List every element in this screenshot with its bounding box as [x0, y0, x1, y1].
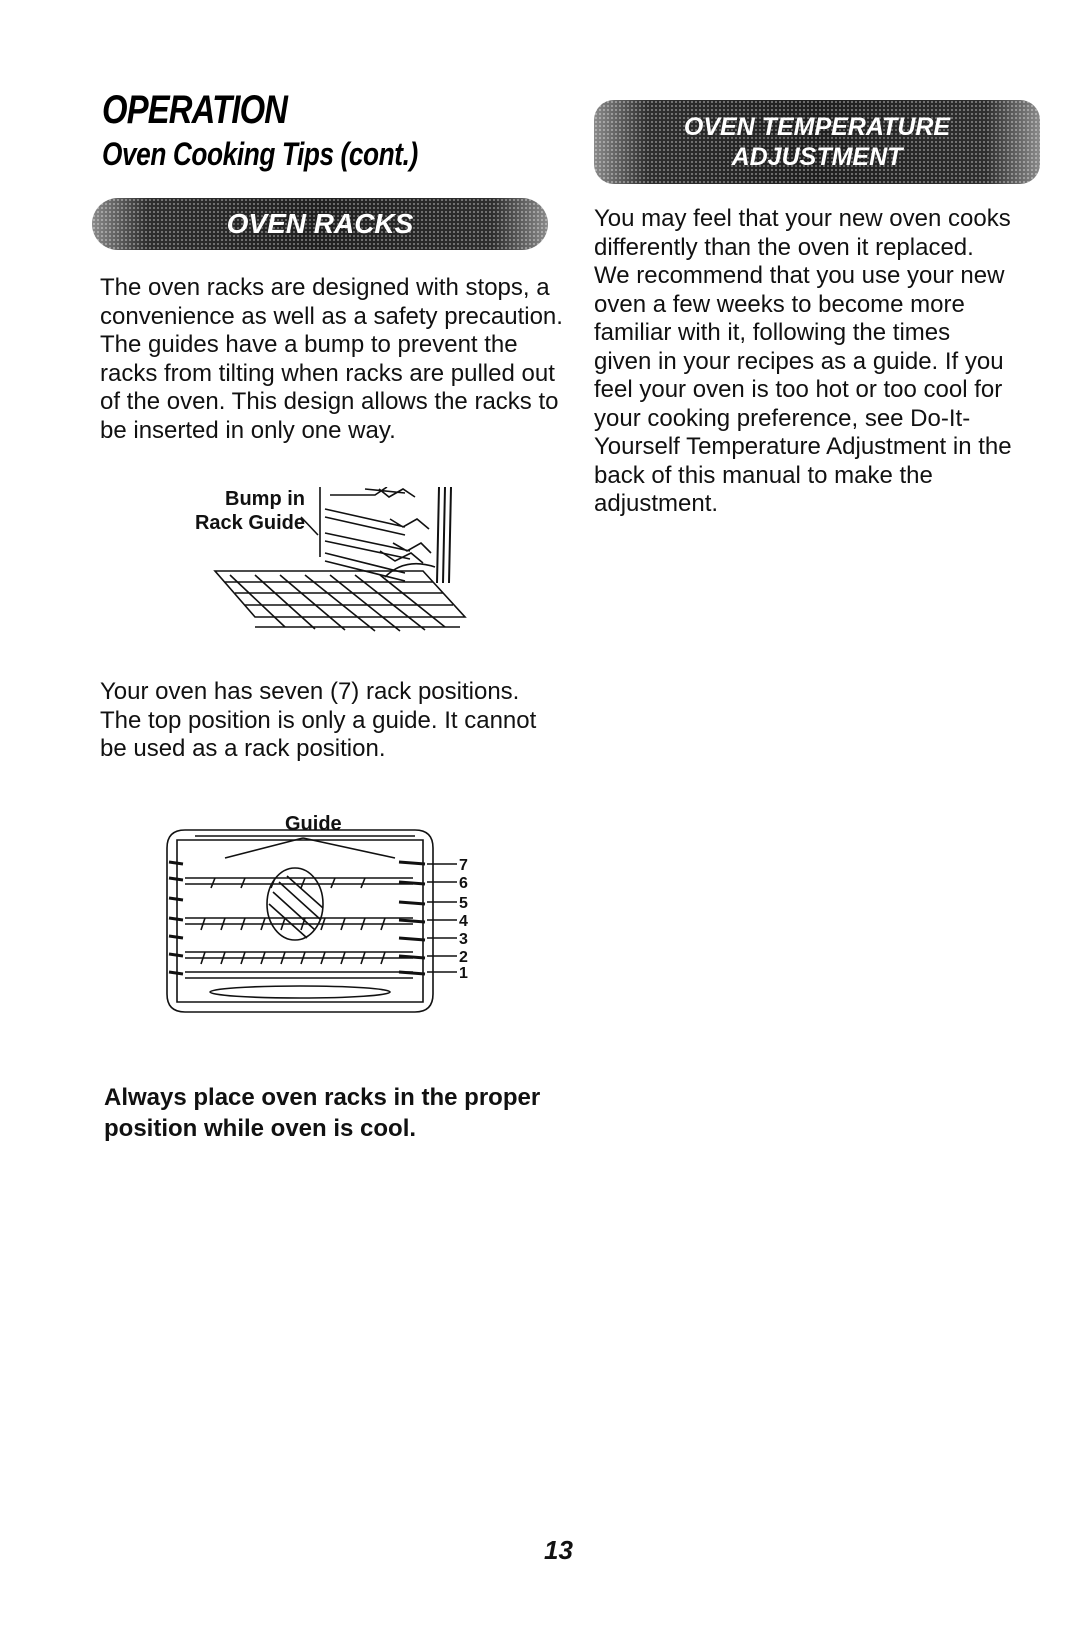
rack-position-warning: Always place oven racks in the proper position while oven is cool.: [104, 1084, 541, 1142]
rack-guide-figure: [175, 487, 495, 672]
section-subtitle: Oven Cooking Tips (cont.): [102, 136, 418, 172]
rack-position-number: 7: [459, 857, 468, 874]
bump-label-line1: Bump in: [225, 488, 305, 510]
rack-number-labels: [459, 857, 468, 982]
rack-position-number: 6: [459, 875, 468, 892]
rack-position-number: 1: [459, 965, 468, 982]
oven-racks-paragraph-1: The oven racks are designed with stops, a convenience as well as a safety precaution. The guides have a bump to prevent the racks from tilting when racks are pulled out of the oven. This design allows the racks to be inserted in only one way.: [100, 274, 563, 444]
guide-label: Guide: [285, 813, 342, 835]
oven-temperature-banner-line1: OVEN TEMPERATURE: [683, 113, 951, 141]
section-title: OPERATION: [102, 88, 288, 132]
oven-racks-paragraph-2: Your oven has seven (7) rack positions. The top position is only a guide. It cannot be used as a rack position.: [100, 678, 537, 762]
oven-racks-banner: OVEN RACKS: [92, 198, 548, 250]
rack-positions-figure: [165, 812, 505, 1062]
oven-temperature-banner: [594, 100, 1040, 184]
rack-position-number: 5: [459, 895, 468, 912]
rack-position-number: 3: [459, 931, 468, 948]
page-number: 13: [544, 1535, 573, 1565]
rack-position-number: 2: [459, 949, 468, 966]
bump-label-line2: Rack Guide: [194, 512, 305, 534]
rack-position-number: 4: [459, 913, 468, 930]
bump-in-rack-guide-label: [175, 487, 305, 535]
oven-temperature-banner-line2: ADJUSTMENT: [731, 143, 903, 171]
oven-temperature-paragraph: You may feel that your new oven cooks differently than the oven it replaced. We recommend that you use your new oven a few weeks to become more familiar with it, following the times given in your recipes as a guide. If you feel your oven is too hot or too cool for your cooking preference, see Do-It-Yourself Temperature Adjustment in the back of this manual to make the adjustment.: [594, 205, 1012, 517]
oven-cavity-illustration: [165, 812, 505, 1062]
